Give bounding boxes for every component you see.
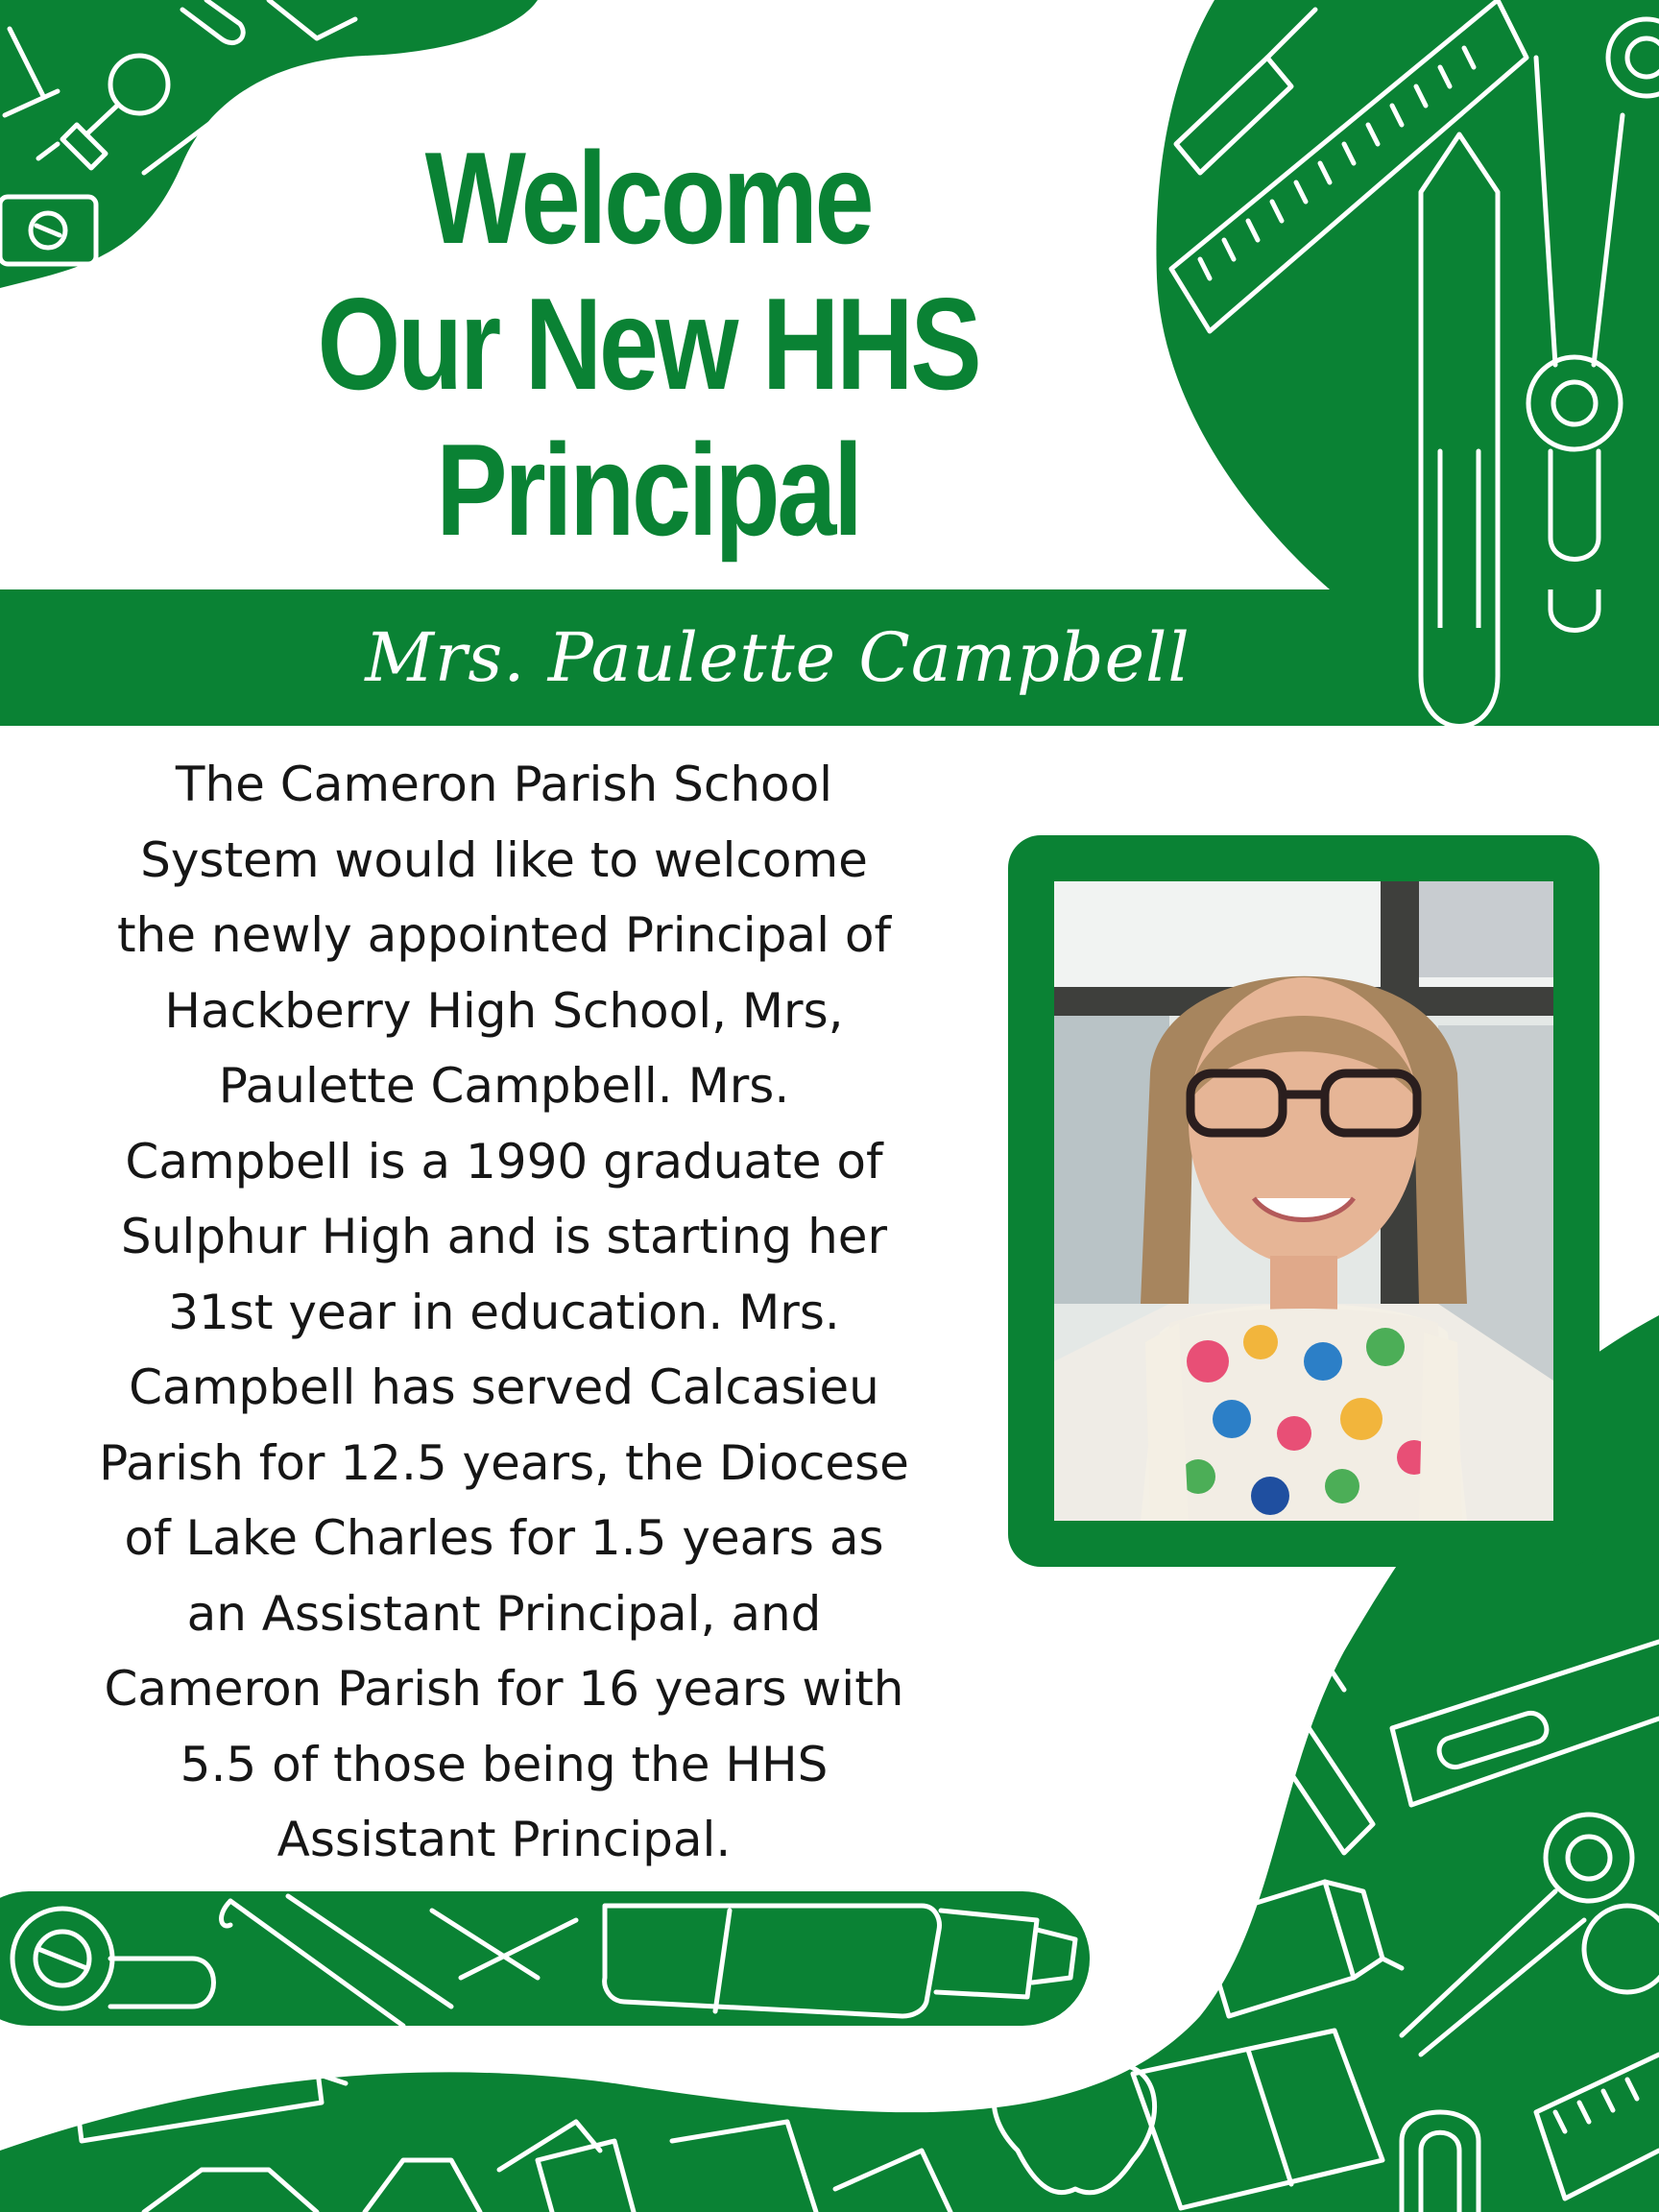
poster-title	[314, 125, 983, 563]
principal-name: Mrs. Paulette Campbell	[365, 618, 1190, 697]
pencil-icon	[1306, 1632, 1344, 1690]
title-line-3: Principal	[436, 417, 860, 563]
principal-photo	[1054, 881, 1553, 1521]
title-line-1: Welcome	[424, 125, 872, 271]
body-paragraph: The Cameron Parish School System would like to welcome the newly appointed Principal of Hackberry High School, Mrs, Paulette Campbell. Mrs. Campbell is a 1990 graduate of Sulphur High and is starting her 31st year in education. Mrs. Campbell has served Calcasieu Parish for 12.5 years, the Diocese of Lake Charles for 1.5 years as an Assistant Principal, and Cameron Parish for 16 years with 5.5 of those being the HHS Assistant Principal.	[99, 757, 909, 1867]
photo-frame	[1008, 835, 1599, 1567]
title-line-2: Our New HHS	[317, 271, 979, 417]
